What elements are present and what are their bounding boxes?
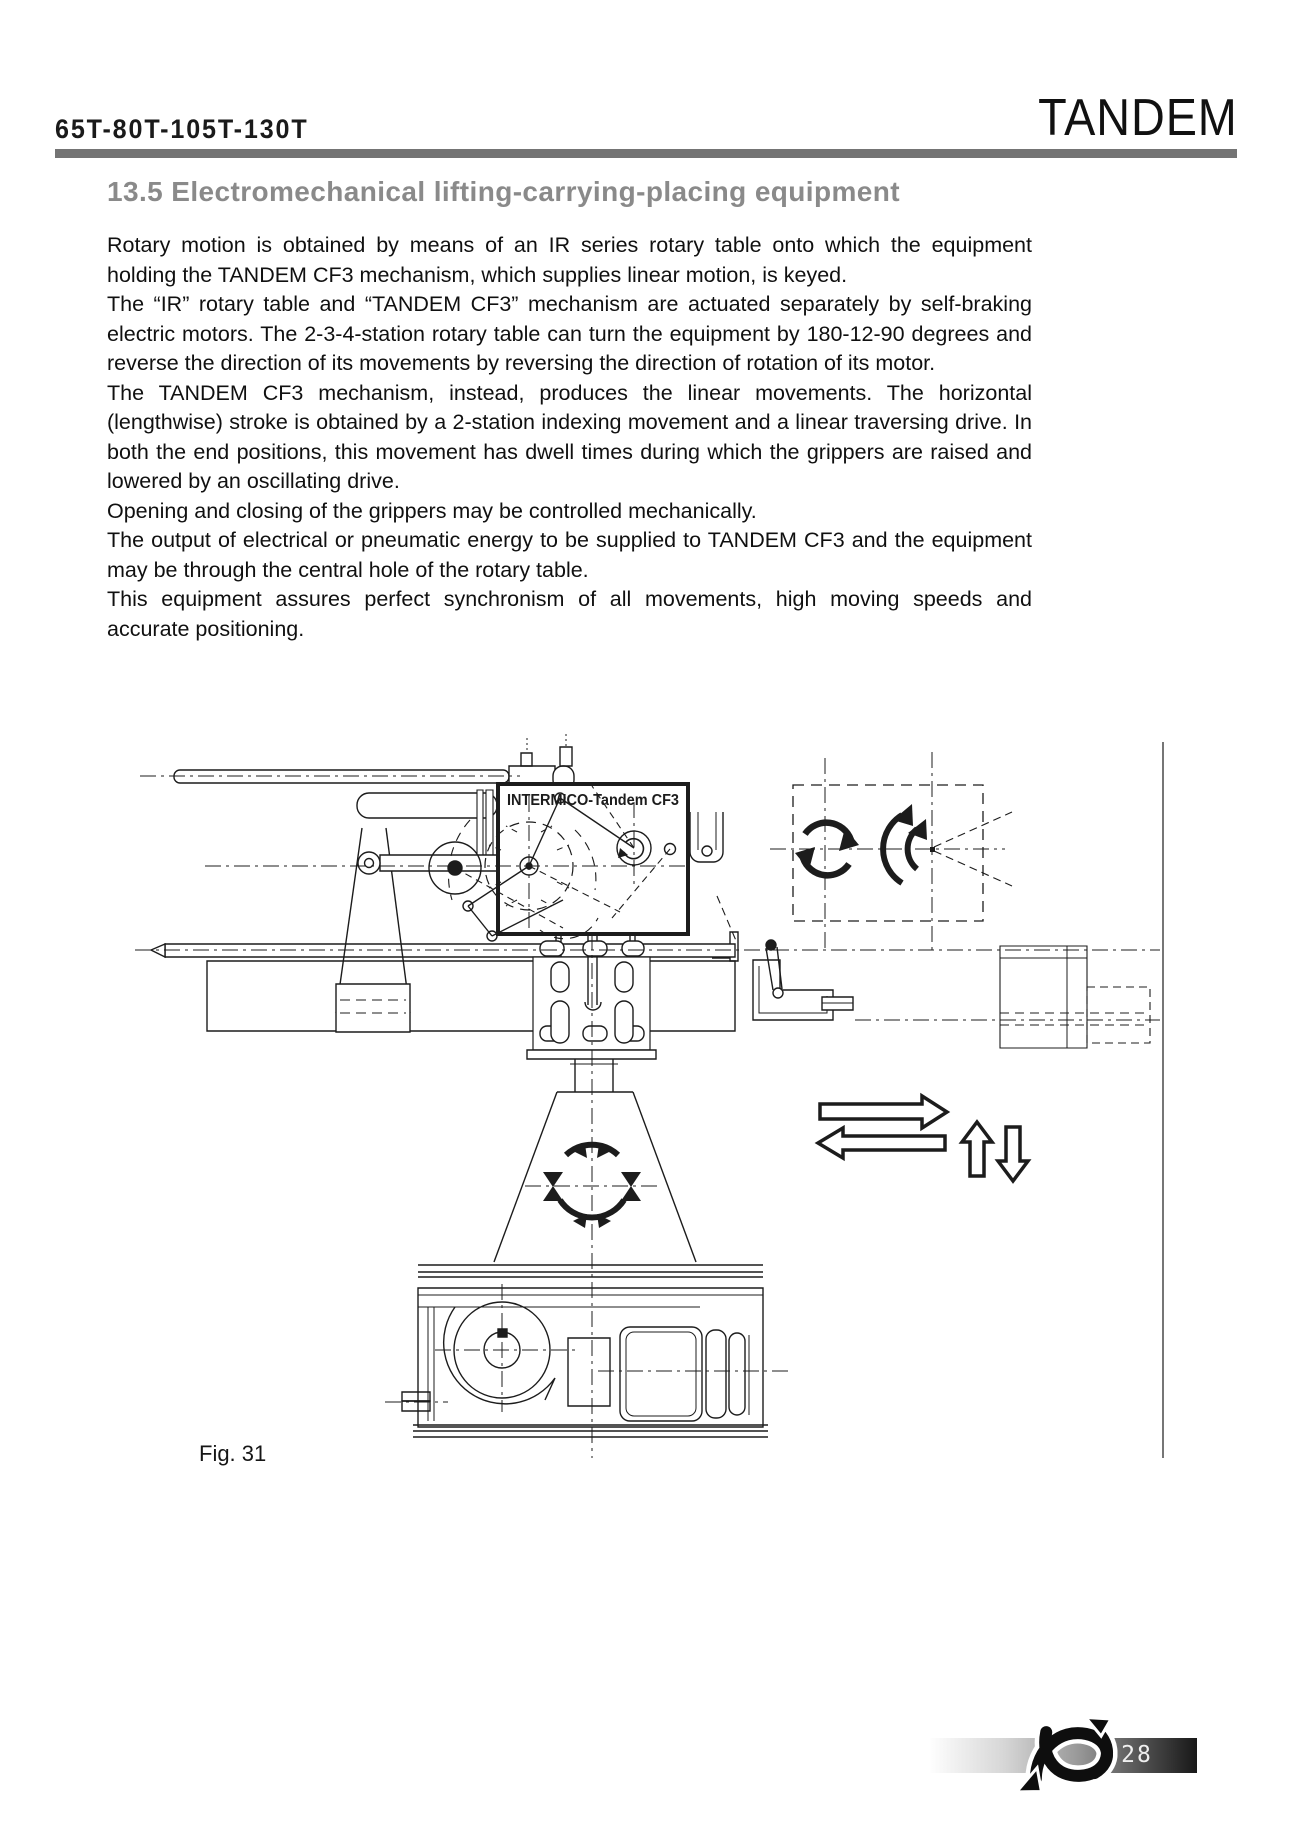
body-paragraph: Opening and closing of the grippers may be controlled mechanically. <box>107 498 757 523</box>
machine-base <box>402 1265 768 1437</box>
header-rule <box>55 149 1237 158</box>
body-paragraph: The TANDEM CF3 mechanism, instead, produces the linear movements. The horizontal (lengthwise) stroke is obtained by a 2-station indexing movement and a linear traversing drive. In both the end positions, this movement has dwell times during which the grippers are raised and lowered by an oscillating drive. <box>107 380 1032 493</box>
figure-caption: Fig. 31 <box>199 1441 267 1466</box>
rotation-position-box <box>793 785 1012 921</box>
body-paragraph: The “IR” rotary table and “TANDEM CF3” mechanism are actuated separately by self-braking electric motors. The 2-3-4-station rotary table can turn the equipment by 180-12-90 degrees and reverse the direction of its movements by reversing the direction of rotation of its motor. <box>107 292 1032 375</box>
lift-arrows-icon <box>962 1122 1028 1181</box>
mechanism-label: INTERMICO-Tandem CF3 <box>507 792 680 809</box>
upper-rail <box>174 734 574 790</box>
body-text <box>107 231 1032 644</box>
traverse-arrows-icon <box>818 1096 947 1158</box>
page-number: 28 <box>1121 1742 1153 1768</box>
model-range-text: 65T-80T-105T-130T <box>55 114 309 144</box>
lower-rail <box>151 944 735 957</box>
section-heading: 13.5 Electromechanical lifting-carrying-placing equipment <box>107 176 900 207</box>
body-paragraph: Rotary motion is obtained by means of an IR series rotary table onto which the equipment holding the TANDEM CF3 mechanism, which supplies linear motion, is keyed. <box>107 233 1032 287</box>
body-paragraph: The output of electrical or pneumatic energy to be supplied to TANDEM CF3 and the equipment may be through the central hole of the rotary table. <box>107 528 1032 582</box>
swing-arrows-icon <box>883 804 927 883</box>
right-bracket <box>690 812 737 943</box>
body-paragraph: This equipment assures perfect synchronism of all movements, high moving speeds and accurate positioning. <box>107 587 1032 641</box>
brand-title: TANDEM <box>1038 89 1238 147</box>
pedestal <box>494 1092 696 1262</box>
figure-technical-drawing <box>0 628 1290 1478</box>
